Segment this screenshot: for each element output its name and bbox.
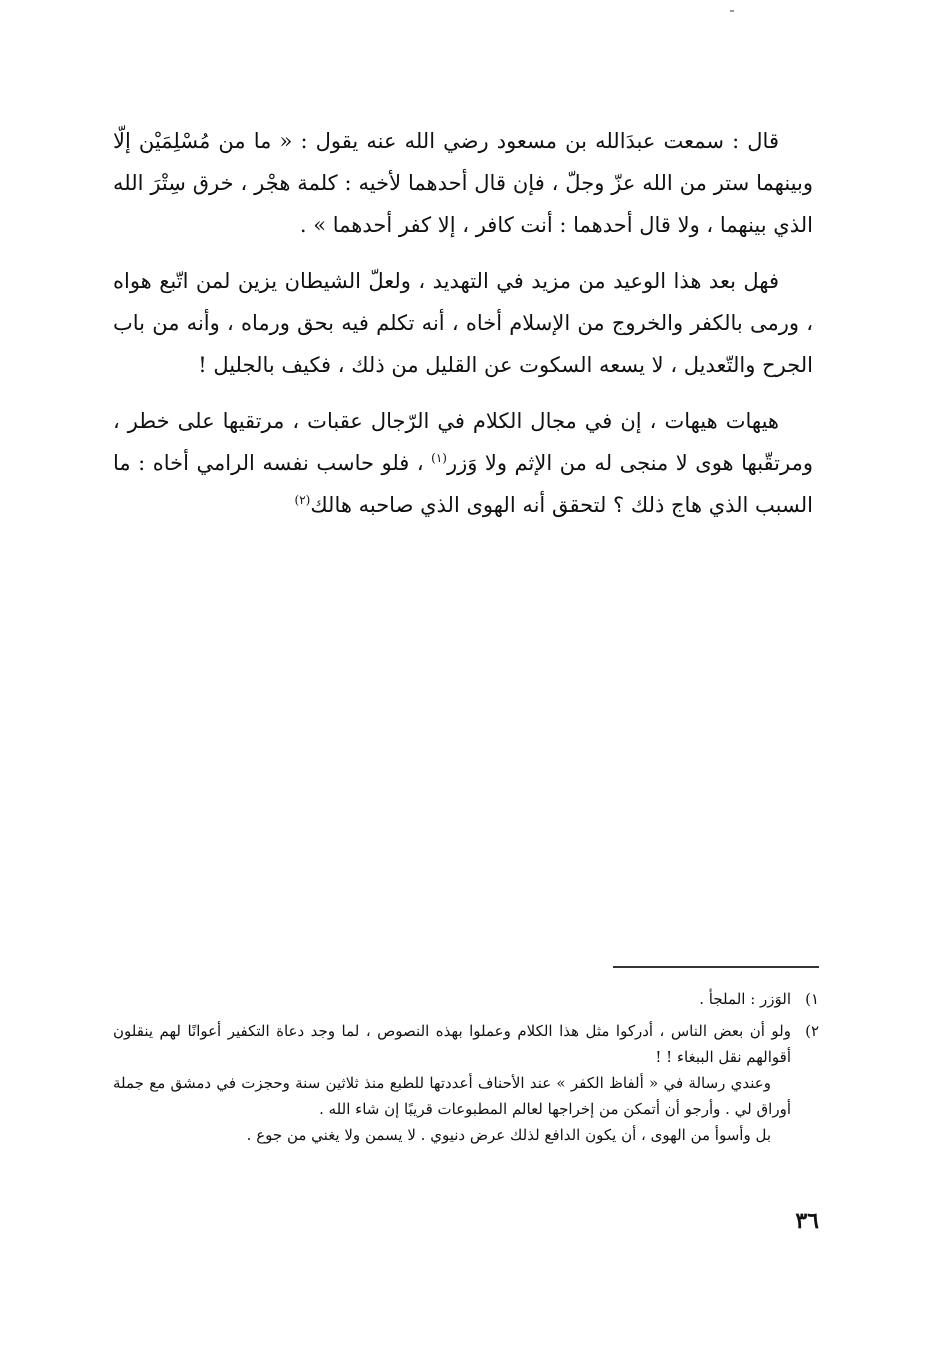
footnote-number: ١) [805, 990, 819, 1008]
paragraph-text: ، فلو حاسب نفسه الرامي أخاه : ما السبب الذي هاج ذلك ؟ لتحقق أنه الهوى الذي صاحبه هالك [113, 451, 813, 517]
footnote-number: ٢) [805, 1022, 819, 1040]
scan-artifact [730, 10, 734, 12]
footnote-text: وعندي رسالة في « ألفاظ الكفر » عند الأحناف أعددتها للطبع منذ ثلاثين سنة وحجزت في دمشق مع جملة أوراق لي . وأرجو أن أتمكن من إخراجها لعالم المطبوعات قريبًا إن شاء الله . [113, 1074, 791, 1118]
main-text [113, 120, 813, 540]
footnote-ref: (٢) [294, 493, 311, 507]
footnote-divider [613, 966, 819, 968]
footnote [113, 1018, 819, 1148]
footnote-body [113, 1018, 791, 1148]
page-number: ٣٦ [795, 1208, 819, 1234]
paragraph [113, 400, 813, 526]
footnote-ref: (١) [431, 451, 447, 465]
paragraph-text: هيهات هيهات ، إن في مجال الكلام في الرّجال عقبات ، مرتقيها على خطر ، ومرتقّبها هوى لا منجى له من الإثم ولا وَزر [113, 409, 813, 475]
paragraph: قال : سمعت عبدَالله بن مسعود رضي الله عنه يقول : « ما من مُسْلِمَيْن إلّا وبينهما ستر من الله عزّ وجلّ ، فإن قال أحدهما لأخيه : كلمة هجْر ، خرق سِتْرَ الله الذي بينهما ، ولا قال أحدهما : أنت كافر ، إلا كفر أحدهما » . [113, 129, 813, 237]
footnote-text: ولو أن بعض الناس ، أدركوا مثل هذا الكلام وعملوا بهذه النصوص ، لما وجد دعاة التكفير أعوانًا لهم ينقلون أقوالهم نقل الببغاء ! ! [113, 1022, 791, 1066]
paragraph: فهل بعد هذا الوعيد من مزيد في التهديد ، ولعلّ الشيطان يزين لمن اتّبع هواه ، ورمى بالكفر والخروج من الإسلام أخاه ، أنه تكلم فيه بحق ورماه ، وأنه من باب الجرح والتّعديل ، لا يسعه السكوت عن القليل من ذلك ، فكيف بالجليل ! [113, 269, 813, 377]
footnote-text: بل وأسوأ من الهوى ، أن يكون الدافع لذلك عرض دنيوي . لا يسمن ولا يغني من جوع . [246, 1126, 771, 1144]
footnote-text: الوَزر : الملجأ . [699, 990, 791, 1008]
footnote [113, 986, 819, 1012]
footnotes [113, 986, 819, 1154]
